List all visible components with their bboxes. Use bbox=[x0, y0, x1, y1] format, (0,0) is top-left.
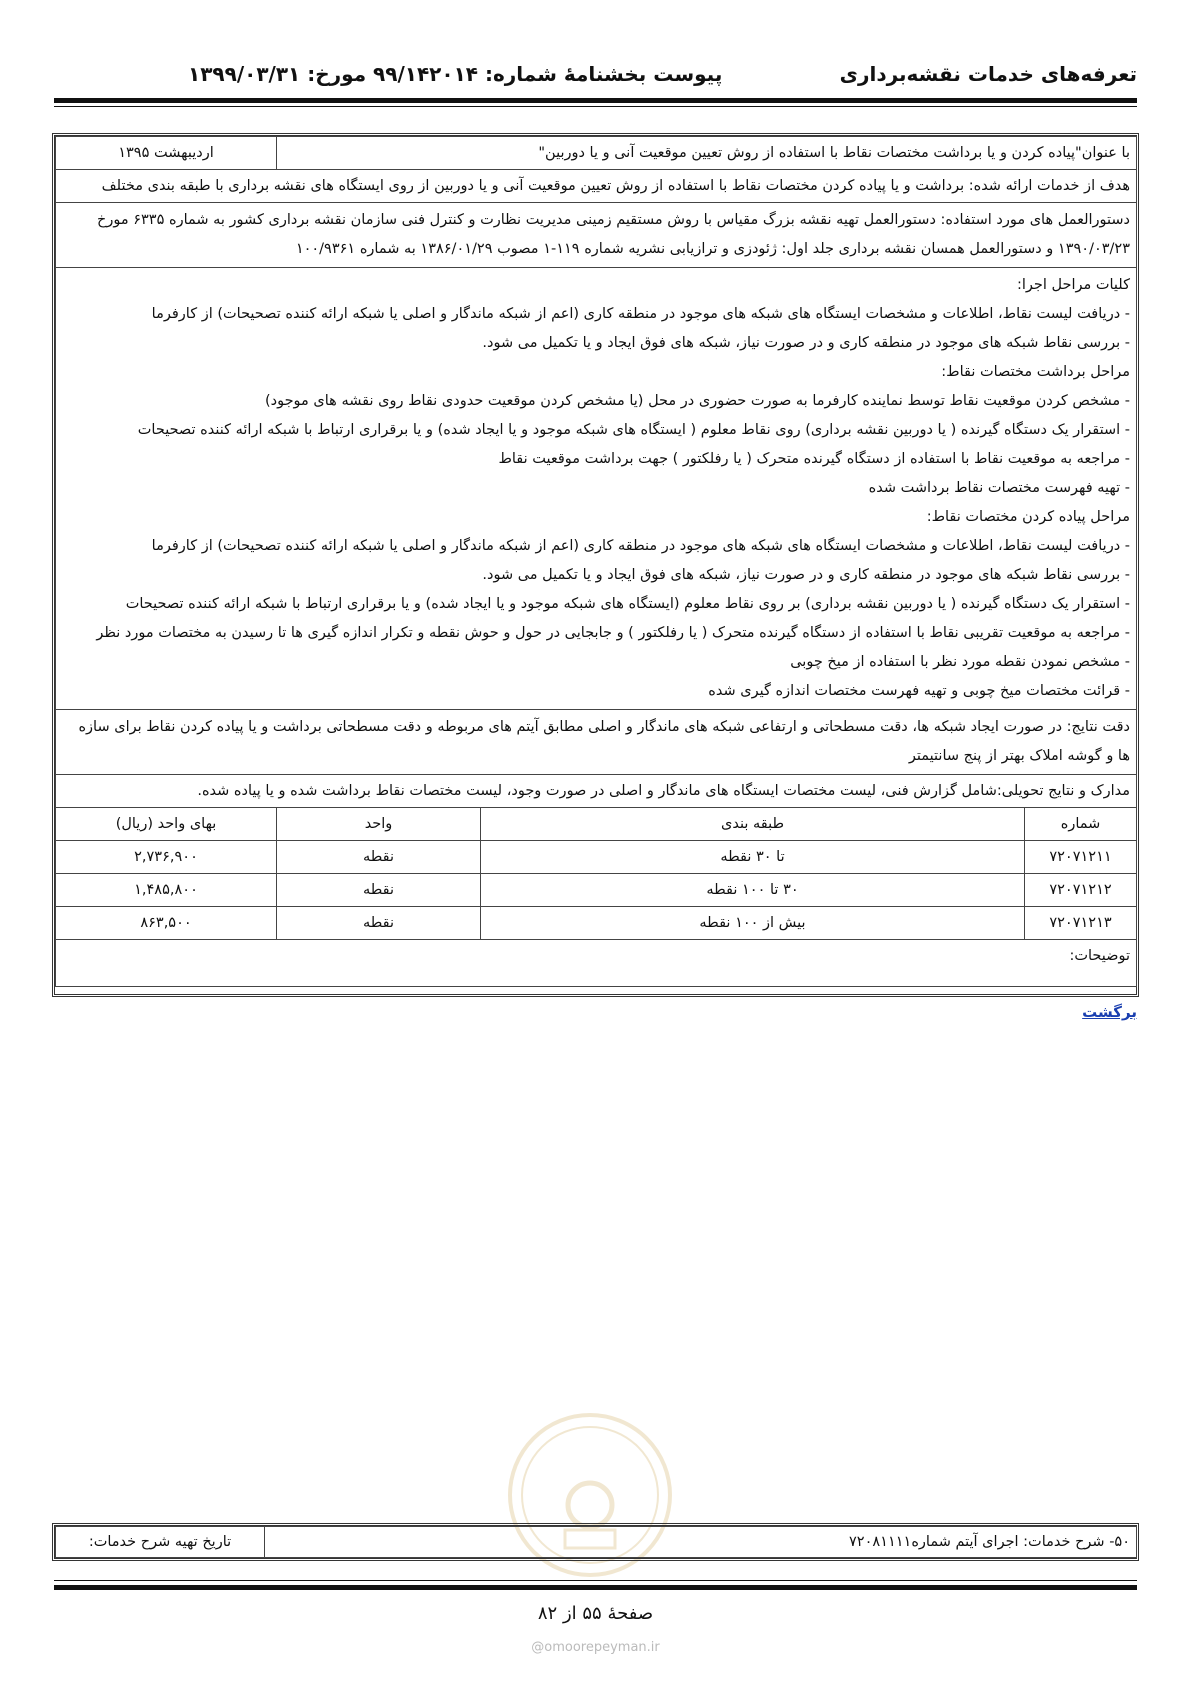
step-item: - استقرار یک دستگاه گیرنده ( یا دوربین نقشه برداری) روی نقاط معلوم ( ایستگاه های شبکه موجود و یا ایجاد شده) و یا برقراری ارتباط با شبکه ارائه کننده تصحیحات bbox=[137, 422, 1130, 438]
instructions-block bbox=[56, 203, 1137, 268]
item-classification: بیش از ۱۰۰ نقطه bbox=[481, 907, 1025, 940]
step-item: - تهیه فهرست مختصات نقاط برداشت شده bbox=[868, 480, 1130, 496]
item-number: ۷۲۰۷۱۲۱۳ bbox=[1025, 907, 1137, 940]
step-item: - مراجعه به موقعیت نقاط با استفاده از دستگاه گیرنده متحرک ( یا رفلکتور ) جهت برداشت موقعیت نقاط bbox=[498, 451, 1130, 467]
table-row bbox=[56, 907, 1137, 940]
steps-block bbox=[56, 268, 1137, 710]
instructions-row bbox=[56, 203, 1137, 268]
goal-row bbox=[56, 170, 1137, 203]
notes-label: توضیحات: bbox=[56, 940, 1137, 987]
header-title: تعرفه‌های خدمات نقشه‌برداری bbox=[839, 62, 1137, 86]
accuracy-line: دقت نتایج: در صورت ایجاد شبکه ها، دقت مسطحاتی و ارتفاعی شبکه های ماندگار و اصلی مطابق آیتم های مربوطه و دقت مسطحاتی برداشت و یا پیاده کردن نقاط برای سازه bbox=[78, 719, 1130, 735]
back-link[interactable]: برگشت bbox=[1082, 1003, 1137, 1021]
price-table-header bbox=[56, 808, 1137, 841]
step-heading: مراحل پیاده کردن مختصات نقاط: bbox=[926, 509, 1130, 525]
item-number: ۷۲۰۷۱۲۱۱ bbox=[1025, 841, 1137, 874]
table-row bbox=[56, 874, 1137, 907]
step-item: - استقرار یک دستگاه گیرنده ( یا دوربین نقشه برداری) بر روی نقاط معلوم (ایستگاه های شبکه موجود و یا ایجاد شده) و یا برقراری ارتباط با شبکه ارائه کننده تصحیحات bbox=[125, 596, 1130, 612]
table-row bbox=[56, 841, 1137, 874]
footer-service-box bbox=[52, 1523, 1139, 1561]
header-unit: واحد bbox=[277, 808, 481, 841]
prep-date-label: تاریخ تهیه شرح خدمات: bbox=[56, 1527, 265, 1558]
deliverables-text: مدارک و نتایج تحویلی:شامل گزارش فنی، لیست مختصات ایستگاه های ماندگار و اصلی در صورت وجود، لیست مختصات نقاط برداشت شده و یا پیاده شده. bbox=[56, 775, 1137, 808]
instructions-line: دستورالعمل های مورد استفاده: دستورالعمل تهیه نقشه بزرگ مقیاس با روش مستقیم زمینی مدیریت نظارت و کنترل فنی سازمان نقشه برداری کشور به شماره ۶۳۳۵ مورخ bbox=[96, 212, 1130, 228]
header-circular-ref: پیوست بخشنامهٔ شماره: ۹۹/۱۴۲۰۱۴ مورخ: ۱۳۹۹/۰۳/۳۱ bbox=[188, 62, 723, 86]
item-unit: نقطه bbox=[277, 874, 481, 907]
page-header bbox=[54, 56, 1137, 96]
footer-row bbox=[56, 1527, 1137, 1558]
footer-rule-thin bbox=[54, 1580, 1137, 1581]
item-number: ۷۲۰۷۱۲۱۲ bbox=[1025, 874, 1137, 907]
title-row bbox=[56, 137, 1137, 170]
service-goal: هدف از خدمات ارائه شده: برداشت و یا پیاده کردن مختصات نقاط با استفاده از روش تعیین موقعیت آنی و یا دوربین از روی ایستگاه های نقشه برداری با طبقه بندی مختلف bbox=[56, 170, 1137, 203]
step-item: - مشخص کردن موقعیت نقاط توسط نماینده کارفرما به صورت حضوری در محل (یا مشخص کردن موقعیت حدودی نقاط روی نقشه های موجود) bbox=[264, 393, 1130, 409]
header-unit-price: بهای واحد (ریال) bbox=[56, 808, 277, 841]
step-item: - مراجعه به موقعیت تقریبی نقاط با استفاده از دستگاه گیرنده متحرک ( یا رفلکتور ) و جابجایی در حول و حوش نقطه و تکرار اندازه گیری ها تا رسیدن به مختصات مورد نظر bbox=[96, 625, 1130, 641]
footer-table bbox=[55, 1526, 1137, 1558]
item-classification: تا ۳۰ نقطه bbox=[481, 841, 1025, 874]
steps-row bbox=[56, 268, 1137, 710]
instructions-line: ۱۳۹۰/۰۳/۲۳ و دستورالعمل همسان نقشه برداری جلد اول: ژئودزی و ترازیابی نشریه شماره ۱۱۹-۱ مصوب ۱۳۸۶/۰۱/۲۹ به شماره ۱۰۰/۹۳۶۱ bbox=[295, 241, 1130, 257]
item-unit: نقطه bbox=[277, 841, 481, 874]
notes-row bbox=[56, 940, 1137, 987]
document-title: با عنوان"پیاده کردن و یا برداشت مختصات نقاط با استفاده از روش تعیین موقعیت آنی و یا دوربین" bbox=[277, 137, 1137, 170]
header-classification: طبقه بندی bbox=[481, 808, 1025, 841]
step-heading: مراحل برداشت مختصات نقاط: bbox=[941, 364, 1130, 380]
service-item-label: ۵۰- شرح خدمات: اجرای آیتم شماره۷۲۰۸۱۱۱۱ bbox=[265, 1527, 1137, 1558]
item-unit: نقطه bbox=[277, 907, 481, 940]
item-classification: ۳۰ تا ۱۰۰ نقطه bbox=[481, 874, 1025, 907]
header-rule-thin bbox=[54, 106, 1137, 107]
step-item: - بررسی نقاط شبکه های موجود در منطقه کاری و در صورت نیاز، شبکه های فوق ایجاد و یا تکمیل می شود. bbox=[482, 567, 1130, 583]
service-description-frame bbox=[52, 133, 1139, 997]
step-item: - دریافت لیست نقاط، اطلاعات و مشخصات ایستگاه های شبکه های موجود در منطقه کاری (اعم از شبکه ماندگار و اصلی یا شبکه ارائه کننده تصحیحات) از کارفرما bbox=[151, 306, 1130, 322]
item-price: ۲,۷۳۶,۹۰۰ bbox=[56, 841, 277, 874]
site-watermark: @omoorepeyman.ir bbox=[531, 1640, 660, 1655]
step-heading: کلیات مراحل اجرا: bbox=[1016, 277, 1130, 293]
step-item: - بررسی نقاط شبکه های موجود در منطقه کاری و در صورت نیاز، شبکه های فوق ایجاد و یا تکمیل می شود. bbox=[482, 335, 1130, 351]
item-price: ۸۶۳,۵۰۰ bbox=[56, 907, 277, 940]
header-rule-thick bbox=[54, 98, 1137, 103]
accuracy-row bbox=[56, 710, 1137, 775]
footer-rule-thick bbox=[54, 1585, 1137, 1590]
header-number: شماره bbox=[1025, 808, 1137, 841]
step-item: - دریافت لیست نقاط، اطلاعات و مشخصات ایستگاه های شبکه های موجود در منطقه کاری (اعم از شبکه ماندگار و اصلی یا شبکه ارائه کننده تصحیحات) از کارفرما bbox=[151, 538, 1130, 554]
step-item: - قرائت مختصات میخ چوبی و تهیه فهرست مختصات اندازه گیری شده bbox=[708, 683, 1130, 699]
page-number: صفحهٔ ۵۵ از ۸۲ bbox=[537, 1603, 654, 1624]
step-item: - مشخص نمودن نقطه مورد نظر با استفاده از میخ چوبی bbox=[790, 654, 1130, 670]
deliverables-row bbox=[56, 775, 1137, 808]
item-price: ۱,۴۸۵,۸۰۰ bbox=[56, 874, 277, 907]
service-description-table bbox=[55, 136, 1137, 987]
document-date: اردیبهشت ۱۳۹۵ bbox=[56, 137, 277, 170]
accuracy-line: ها و گوشه املاک بهتر از پنج سانتیمتر bbox=[908, 748, 1130, 764]
accuracy-block bbox=[56, 710, 1137, 775]
